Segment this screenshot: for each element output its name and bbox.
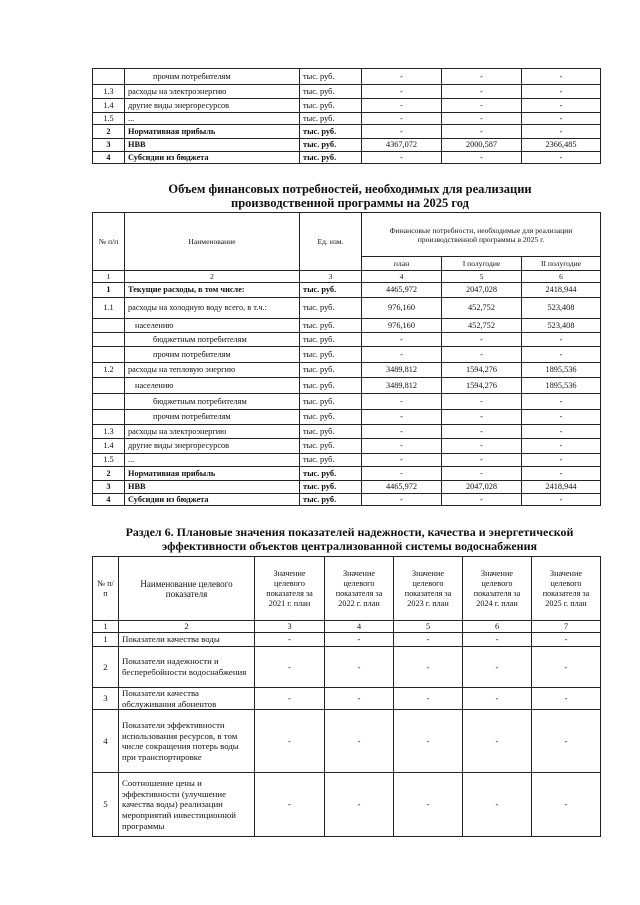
row-name: ... (125, 113, 300, 125)
row-name: Нормативная прибыль (125, 467, 300, 481)
row-h1: - (442, 347, 522, 363)
row-unit: тыс. руб. (300, 152, 362, 164)
row-h1: 2047,028 (442, 481, 522, 494)
row-h2: - (522, 425, 601, 439)
row-name: Соотношение цены и эффективности (улучшение качества воды) реализации мероприятий инвестиционной программы (119, 773, 255, 837)
table-row (93, 85, 601, 99)
row-unit: тыс. руб. (300, 378, 362, 394)
col-number: 6 (463, 621, 532, 633)
table-row (93, 688, 601, 710)
row-value: - (255, 633, 325, 647)
row-value: - (463, 647, 532, 688)
col-number: 3 (300, 271, 362, 283)
row-plan: - (362, 425, 442, 439)
col-number: 4 (325, 621, 394, 633)
row-unit: тыс. руб. (300, 425, 362, 439)
header-2025: Значение целевого показателя за 2025 г. план (532, 557, 601, 621)
row-plan: - (362, 85, 442, 99)
row-unit: тыс. руб. (300, 85, 362, 99)
table-row (93, 710, 601, 773)
col-number: 7 (532, 621, 601, 633)
row-number: 1.4 (93, 439, 125, 454)
row-number (93, 69, 125, 85)
row-value: - (463, 710, 532, 773)
row-plan: 976,160 (362, 298, 442, 319)
row-h2: - (522, 69, 601, 85)
row-h1: - (442, 113, 522, 125)
financial-needs-body (93, 283, 601, 506)
row-h2: 523,408 (522, 319, 601, 333)
header-group: Финансовые потребности, необходимые для реализации производственной программы в 2025 г. (362, 213, 601, 257)
row-h2: - (522, 113, 601, 125)
col-number: 1 (93, 621, 119, 633)
row-h2: - (522, 467, 601, 481)
row-plan: - (362, 439, 442, 454)
row-value: - (325, 633, 394, 647)
table-row (93, 467, 601, 481)
row-unit: тыс. руб. (300, 139, 362, 152)
row-value: - (325, 647, 394, 688)
col-number: 1 (93, 271, 125, 283)
row-value: - (394, 633, 463, 647)
table-header-row (93, 213, 601, 257)
row-value: - (255, 688, 325, 710)
col-number: 3 (255, 621, 325, 633)
table-row (93, 394, 601, 410)
row-number: 1.5 (93, 454, 125, 467)
row-name: расходы на тепловую энергию (125, 363, 300, 378)
row-name: Субсидии из бюджета (125, 494, 300, 506)
row-number: 2 (93, 125, 125, 139)
table-header-row (93, 557, 601, 621)
header-name: Наименование (125, 213, 300, 271)
row-h2: 1895,536 (522, 363, 601, 378)
row-name: расходы на электроэнергию (125, 425, 300, 439)
row-h1: - (442, 394, 522, 410)
row-plan: 4367,072 (362, 139, 442, 152)
row-h2: - (522, 99, 601, 113)
row-name: населению (125, 378, 300, 394)
row-h2: - (522, 494, 601, 506)
row-h1: - (442, 410, 522, 425)
row-number: 3 (93, 481, 125, 494)
row-h2: - (522, 410, 601, 425)
header-unit: Ед. изм. (300, 213, 362, 271)
row-h1: - (442, 99, 522, 113)
table-row (93, 481, 601, 494)
header-h2: II полугодие (522, 257, 601, 271)
table-row (93, 647, 601, 688)
row-value: - (532, 647, 601, 688)
col-number: 5 (394, 621, 463, 633)
header-num: № п/п (93, 213, 125, 271)
row-h2: - (522, 347, 601, 363)
row-h1: 2000,587 (442, 139, 522, 152)
row-h1: 1594,276 (442, 363, 522, 378)
row-number (93, 394, 125, 410)
row-unit: тыс. руб. (300, 439, 362, 454)
row-h2: - (522, 85, 601, 99)
row-value: - (255, 773, 325, 837)
row-name: Показатели качества воды (119, 633, 255, 647)
row-h2: - (522, 152, 601, 164)
row-plan: - (362, 113, 442, 125)
row-plan: 3489,812 (362, 363, 442, 378)
col-number: 2 (119, 621, 255, 633)
row-h2: - (522, 454, 601, 467)
row-unit: тыс. руб. (300, 347, 362, 363)
row-unit: тыс. руб. (300, 125, 362, 139)
row-h2: - (522, 394, 601, 410)
row-plan: - (362, 394, 442, 410)
row-h2: 2366,485 (522, 139, 601, 152)
row-number (93, 319, 125, 333)
table-row (93, 319, 601, 333)
row-value: - (532, 688, 601, 710)
row-number: 3 (93, 139, 125, 152)
row-unit: тыс. руб. (300, 69, 362, 85)
table-row (93, 152, 601, 164)
row-value: - (532, 633, 601, 647)
row-unit: тыс. руб. (300, 467, 362, 481)
row-name: НВВ (125, 139, 300, 152)
section6-title: Раздел 6. Плановые значения показателей надежности, качества и энергетической эффективности объектов централизованной системы водоснабжения (125, 525, 574, 553)
row-unit: тыс. руб. (300, 298, 362, 319)
row-h2: - (522, 439, 601, 454)
row-number: 3 (93, 688, 119, 710)
row-name: прочим потребителям (125, 69, 300, 85)
row-name: бюджетным потребителям (125, 333, 300, 347)
row-h1: 452,752 (442, 319, 522, 333)
table-row (93, 439, 601, 454)
header-num: № п/ п (93, 557, 119, 621)
row-number: 1.1 (93, 298, 125, 319)
header-name: Наименование целевого показателя (119, 557, 255, 621)
row-plan: 4465,972 (362, 481, 442, 494)
row-unit: тыс. руб. (300, 283, 362, 298)
row-h2: 2418,944 (522, 283, 601, 298)
row-value: - (394, 647, 463, 688)
table-row (93, 333, 601, 347)
row-h1: - (442, 69, 522, 85)
row-h2: 523,408 (522, 298, 601, 319)
col-number: 6 (522, 271, 601, 283)
row-h1: - (442, 125, 522, 139)
top-table (92, 68, 601, 164)
table-row (93, 773, 601, 837)
table-row (93, 69, 601, 85)
row-number: 4 (93, 710, 119, 773)
row-value: - (325, 773, 394, 837)
row-plan: - (362, 494, 442, 506)
row-number (93, 333, 125, 347)
row-plan: - (362, 347, 442, 363)
table-row (93, 378, 601, 394)
row-value: - (463, 773, 532, 837)
row-number: 1.5 (93, 113, 125, 125)
row-name: Показатели надежности и бесперебойности водоснабжения (119, 647, 255, 688)
indicators-table (92, 556, 601, 837)
row-plan: 4465,972 (362, 283, 442, 298)
row-name: расходы на электроэнергию (125, 85, 300, 99)
row-value: - (394, 710, 463, 773)
row-name: бюджетным потребителям (125, 394, 300, 410)
table-row (93, 363, 601, 378)
table-row (93, 454, 601, 467)
indicators-body (93, 633, 601, 837)
row-name: Субсидии из бюджета (125, 152, 300, 164)
table-row (93, 298, 601, 319)
row-number (93, 347, 125, 363)
row-plan: 3489,812 (362, 378, 442, 394)
row-h2: - (522, 333, 601, 347)
col-number: 4 (362, 271, 442, 283)
row-unit: тыс. руб. (300, 394, 362, 410)
row-value: - (532, 773, 601, 837)
row-value: - (532, 710, 601, 773)
row-name: прочим потребителям (125, 410, 300, 425)
row-number: 2 (93, 467, 125, 481)
row-h2: 1895,536 (522, 378, 601, 394)
row-number: 1.3 (93, 425, 125, 439)
table-row (93, 494, 601, 506)
table-row (93, 633, 601, 647)
financial-needs-table (92, 212, 601, 506)
row-value: - (255, 710, 325, 773)
row-number: 1.2 (93, 363, 125, 378)
row-number: 1 (93, 283, 125, 298)
row-plan: 976,160 (362, 319, 442, 333)
col-number: 5 (442, 271, 522, 283)
row-value: - (325, 688, 394, 710)
row-name: другие виды энергоресурсов (125, 439, 300, 454)
row-number (93, 378, 125, 394)
row-h1: - (442, 425, 522, 439)
row-name: прочим потребителям (125, 347, 300, 363)
row-unit: тыс. руб. (300, 481, 362, 494)
table-row (93, 410, 601, 425)
top-table-body (93, 69, 601, 164)
row-number: 2 (93, 647, 119, 688)
table-row (93, 425, 601, 439)
row-name: Текущие расходы, в том числе: (125, 283, 300, 298)
header-2021: Значение целевого показателя за 2021 г. план (255, 557, 325, 621)
row-h1: - (442, 85, 522, 99)
row-unit: тыс. руб. (300, 319, 362, 333)
column-number-row (93, 621, 601, 633)
row-h1: - (442, 439, 522, 454)
row-h1: 452,752 (442, 298, 522, 319)
column-number-row (93, 271, 601, 283)
row-value: - (255, 647, 325, 688)
table-row (93, 347, 601, 363)
row-plan: - (362, 99, 442, 113)
row-name: Показатели эффективности использования ресурсов, в том числе сокращения потерь воды при транспортировке (119, 710, 255, 773)
row-unit: тыс. руб. (300, 410, 362, 425)
row-number: 5 (93, 773, 119, 837)
row-name: расходы на холодную воду всего, в т.ч.: (125, 298, 300, 319)
row-unit: тыс. руб. (300, 454, 362, 467)
row-plan: - (362, 467, 442, 481)
row-h1: - (442, 333, 522, 347)
row-value: - (463, 688, 532, 710)
row-plan: - (362, 125, 442, 139)
row-h2: - (522, 125, 601, 139)
row-unit: тыс. руб. (300, 99, 362, 113)
header-2022: Значение целевого показателя за 2022 г. план (325, 557, 394, 621)
row-plan: - (362, 410, 442, 425)
header-h1: I полугодие (442, 257, 522, 271)
row-unit: тыс. руб. (300, 113, 362, 125)
row-h1: - (442, 454, 522, 467)
row-unit: тыс. руб. (300, 494, 362, 506)
row-name: населению (125, 319, 300, 333)
row-h1: - (442, 467, 522, 481)
financial-needs-title: Объем финансовых потребностей, необходимых для реализации производственной программы на 2025 год (168, 182, 532, 210)
row-h1: 2047,028 (442, 283, 522, 298)
table-row (93, 125, 601, 139)
row-value: - (463, 633, 532, 647)
row-number: 4 (93, 152, 125, 164)
row-plan: - (362, 152, 442, 164)
row-h2: 2418,944 (522, 481, 601, 494)
table-row (93, 113, 601, 125)
row-number: 4 (93, 494, 125, 506)
row-value: - (394, 773, 463, 837)
row-name: ... (125, 454, 300, 467)
row-h1: 1594,276 (442, 378, 522, 394)
row-name: Показатели качества обслуживания абонентов (119, 688, 255, 710)
table-row (93, 139, 601, 152)
row-name: НВВ (125, 481, 300, 494)
row-number: 1.4 (93, 99, 125, 113)
table-row (93, 283, 601, 298)
row-h1: - (442, 494, 522, 506)
row-plan: - (362, 69, 442, 85)
row-name: другие виды энергоресурсов (125, 99, 300, 113)
col-number: 2 (125, 271, 300, 283)
row-number: 1 (93, 633, 119, 647)
row-value: - (325, 710, 394, 773)
row-number (93, 410, 125, 425)
row-unit: тыс. руб. (300, 363, 362, 378)
header-2024: Значение целевого показателя за 2024 г. план (463, 557, 532, 621)
table-row (93, 99, 601, 113)
row-plan: - (362, 333, 442, 347)
row-name: Нормативная прибыль (125, 125, 300, 139)
row-number: 1.3 (93, 85, 125, 99)
row-unit: тыс. руб. (300, 333, 362, 347)
row-value: - (394, 688, 463, 710)
row-h1: - (442, 152, 522, 164)
row-plan: - (362, 454, 442, 467)
header-2023: Значение целевого показателя за 2023 г. план (394, 557, 463, 621)
header-plan: план (362, 257, 442, 271)
